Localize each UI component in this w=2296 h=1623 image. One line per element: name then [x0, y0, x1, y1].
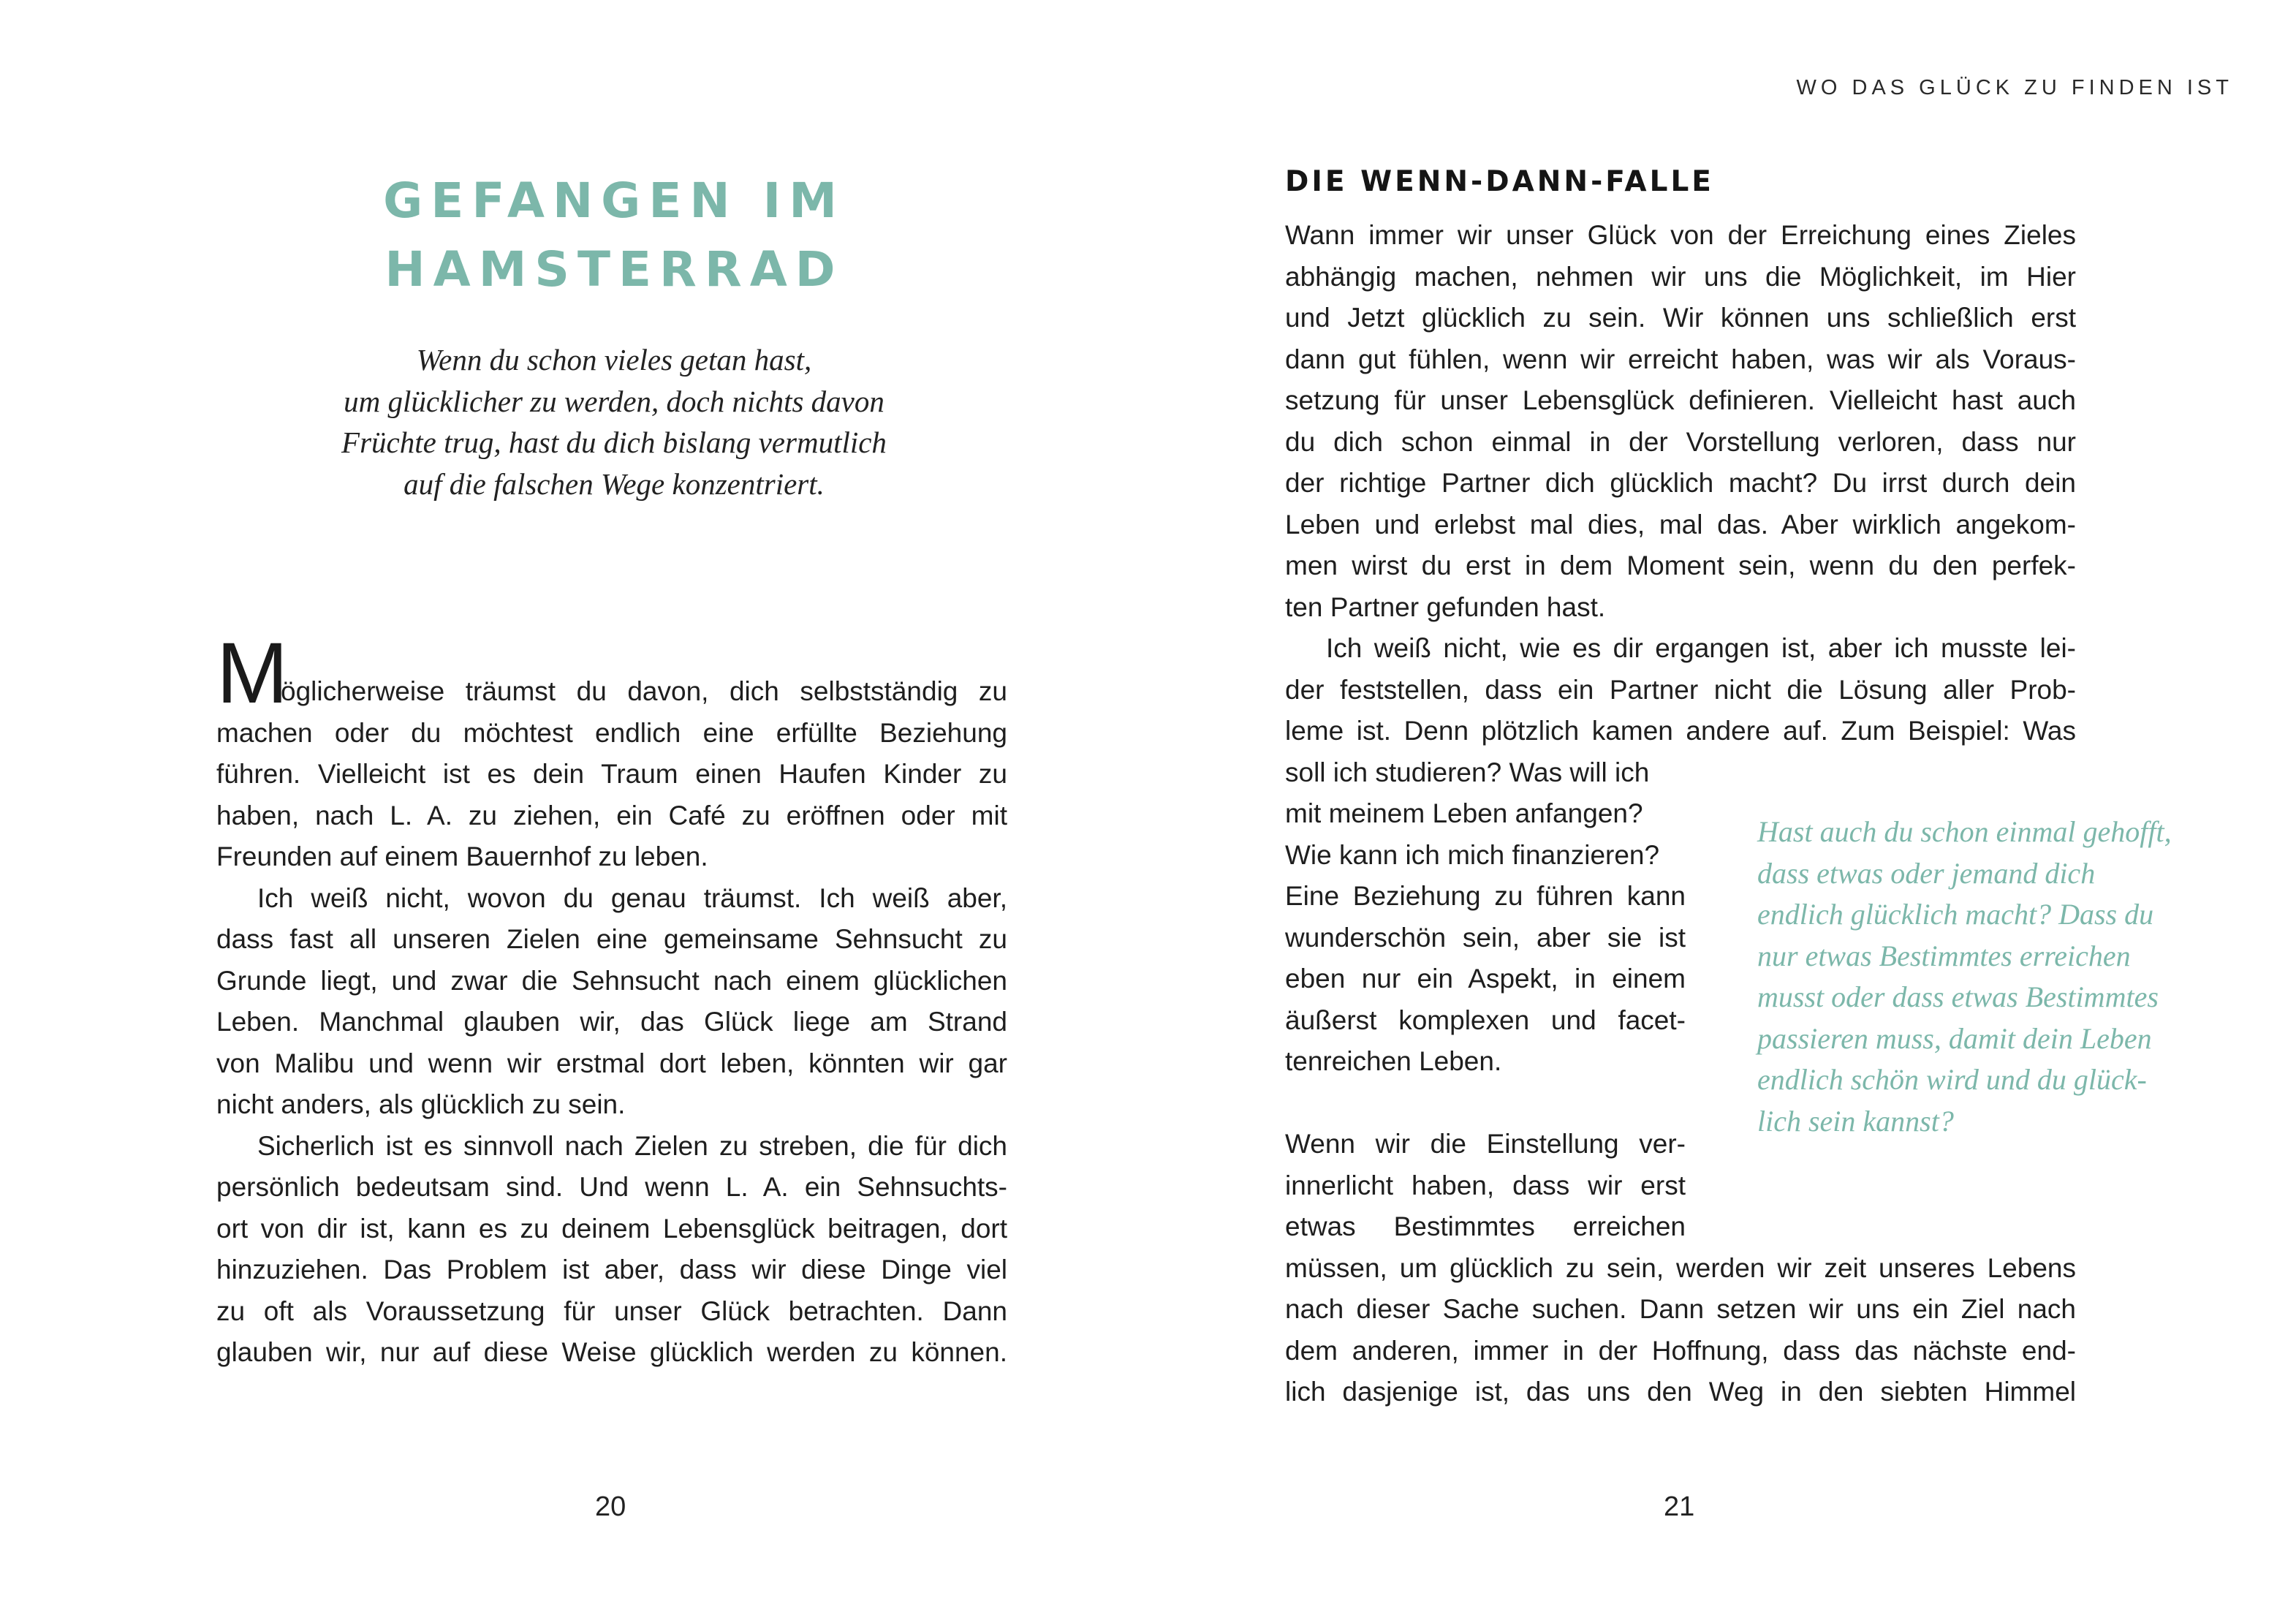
chapter-title — [219, 167, 1009, 304]
body-line: ten Partner gefunden hast. — [1285, 591, 1606, 622]
chapter-title-line: HAMSTERRAD — [384, 241, 844, 298]
body-line: tenreichen Leben. — [1285, 1046, 1502, 1076]
body-line: eben nur ein Aspekt, in einem — [1285, 964, 1686, 994]
body-line — [216, 624, 1007, 722]
body-line: abhängig machen, nehmen wir uns die Möglichkeit, im Hier — [1285, 261, 2076, 292]
body-line: der feststellen, dass ein Partner nicht die Lösung aller Prob- — [1285, 674, 2076, 705]
body-line: soll ich studieren? Was will ich — [1285, 757, 1650, 787]
pull-quote-line: endlich glücklich macht? Dass du — [1757, 898, 2154, 931]
body-line: dem anderen, immer in der Hoffnung, dass das nächste end- — [1285, 1335, 2076, 1366]
section-heading: DIE WENN-DANN-FALLE — [1285, 165, 1714, 198]
body-line: Wie kann ich mich finanzieren? — [1285, 839, 1660, 870]
page-number-right: 21 — [1664, 1491, 1695, 1522]
body-line: führen. Vielleicht ist es dein Traum einen Haufen Kinder zu — [216, 759, 1007, 789]
body-line: Wenn wir die Einstellung ver- — [1285, 1129, 1686, 1159]
body-line: äußerst komplexen und facet- — [1285, 1005, 1686, 1035]
body-line: innerlicht haben, dass wir erst — [1285, 1170, 1686, 1200]
body-line: haben, nach L. A. zu ziehen, ein Café zu eröffnen oder mit — [216, 800, 1007, 831]
body-line: Grunde liegt, und zwar die Sehnsucht nach einem glücklichen — [216, 965, 1007, 996]
pull-quote-line: musst oder dass etwas Bestimmtes — [1757, 980, 2159, 1013]
body-line: Leben. Manchmal glauben wir, das Glück liege am Strand — [216, 1007, 1007, 1037]
body-line: lich dasjenige ist, das uns den Weg in den siebten Himmel — [1285, 1377, 2076, 1407]
body-line: glauben wir, nur auf diese Weise glücklich werden zu können. — [216, 1337, 1007, 1367]
body-line: müssen, um glücklich zu sein, werden wir zeit unseres Lebens — [1285, 1252, 2076, 1283]
pull-quote-line: nur etwas Bestimmtes erreichen — [1757, 939, 2131, 972]
body-line: persönlich bedeutsam sind. Und wenn L. A. ein Sehnsuchts- — [216, 1172, 1007, 1202]
body-line: wunderschön sein, aber sie ist — [1285, 922, 1686, 953]
chapter-intro — [219, 339, 1009, 504]
intro-line: Wenn du schon vieles getan hast, — [416, 343, 812, 377]
body-line: setzung für unser Lebensglück definieren. Vielleicht hast auch — [1285, 385, 2076, 415]
body-line: nach dieser Sache suchen. Dann setzen wir uns ein Ziel nach — [1285, 1294, 2076, 1324]
body-line: ort von dir ist, kann es zu deinem Lebensglück beitragen, dort — [216, 1213, 1007, 1244]
body-line-text: öglicherweise träumst du davon, dich selbstständig zu — [281, 676, 1007, 706]
body-line: zu oft als Voraussetzung für unser Glück betrachten. Dann — [216, 1295, 1007, 1326]
body-line: Eine Beziehung zu führen kann — [1285, 881, 1686, 911]
body-line: und Jetzt glücklich zu sein. Wir können uns schließlich erst — [1285, 303, 2076, 333]
body-line: Ich weiß nicht, wie es dir ergangen ist, aber ich musste lei- — [1326, 633, 2076, 663]
body-line: du dich schon einmal in der Vorstellung verloren, dass nur — [1285, 426, 2076, 457]
running-head: WO DAS GLÜCK ZU FINDEN IST — [1796, 76, 2233, 99]
intro-line: Früchte trug, hast du dich bislang vermutlich — [341, 425, 887, 459]
body-line: hinzuziehen. Das Problem ist aber, dass wir diese Dinge viel — [216, 1255, 1007, 1285]
body-line: von Malibu und wenn wir erstmal dort leben, könnten wir gar — [216, 1048, 1007, 1078]
pull-quote-line: passieren muss, damit dein Leben — [1757, 1021, 2152, 1055]
body-line: Ich weiß nicht, wovon du genau träumst. Ich weiß aber, — [257, 882, 1007, 913]
pull-quote-line: lich sein kannst? — [1757, 1104, 1954, 1138]
left-body-text — [216, 624, 1007, 1374]
intro-line: um glücklicher zu werden, doch nichts davon — [344, 384, 884, 418]
pull-quote — [1757, 812, 2210, 1142]
body-line: der richtige Partner dich glücklich macht? Du irrst durch dein — [1285, 468, 2076, 498]
page-number-left: 20 — [595, 1491, 626, 1522]
pull-quote-line: endlich schön wird und du glück- — [1757, 1063, 2147, 1096]
body-line: etwas Bestimmtes erreichen — [1285, 1211, 1686, 1241]
body-line: Freunden auf einem Bauernhof zu leben. — [216, 841, 708, 871]
pull-quote-line: dass etwas oder jemand dich — [1757, 856, 2096, 890]
drop-cap: M — [216, 624, 289, 722]
intro-line: auf die falschen Wege konzentriert. — [403, 466, 825, 501]
body-line: dass fast all unseren Zielen eine gemeinsame Sehnsucht zu — [216, 924, 1007, 954]
body-line: dann gut fühlen, wenn wir erreicht haben, was wir als Voraus- — [1285, 344, 2076, 374]
body-line: Wann immer wir unser Glück von der Erreichung eines Zieles — [1285, 220, 2076, 250]
body-line: men wirst du erst in dem Moment sein, wenn du den perfek- — [1285, 551, 2076, 580]
body-line: machen oder du möchtest endlich eine erfüllte Beziehung — [216, 717, 1007, 748]
body-line: Sicherlich ist es sinnvoll nach Zielen zu streben, die für dich — [257, 1130, 1007, 1161]
chapter-title-line: GEFANGEN IM — [383, 173, 845, 229]
body-line: Leben und erlebst mal dies, mal das. Aber wirklich angekom- — [1285, 509, 2076, 540]
body-line: nicht anders, als glücklich zu sein. — [216, 1089, 626, 1119]
body-line: leme ist. Denn plötzlich kamen andere auf. Zum Beispiel: Was — [1285, 716, 2076, 746]
pull-quote-line: Hast auch du schon einmal gehofft, — [1757, 815, 2172, 848]
body-line: mit meinem Leben anfangen? — [1285, 798, 1643, 828]
